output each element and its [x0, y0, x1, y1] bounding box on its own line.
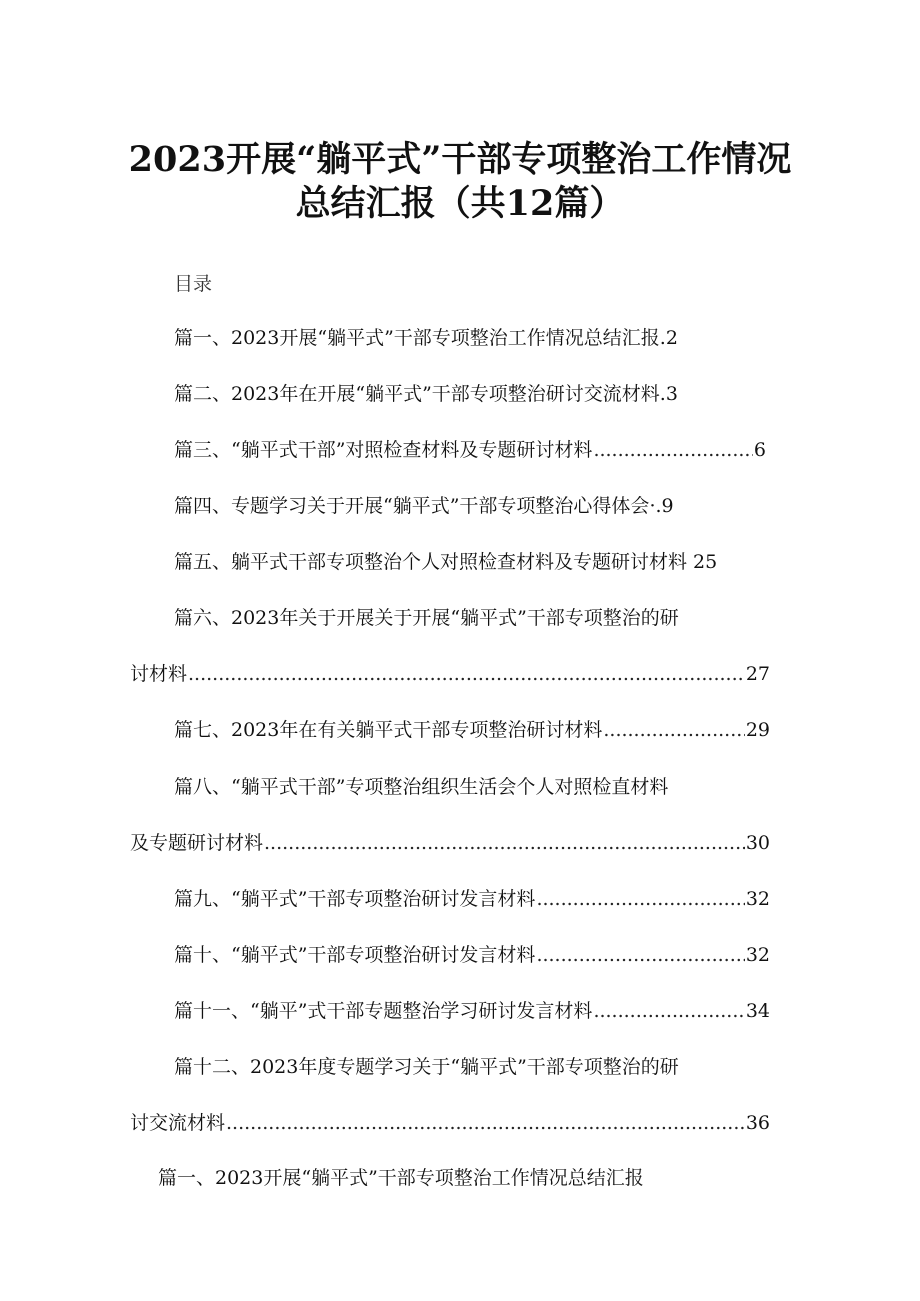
toc-leader-dots: [536, 941, 744, 969]
toc-leader-dots: [264, 829, 745, 857]
toc-entry-page: 32: [745, 888, 770, 910]
toc-leader-dots: [188, 660, 745, 688]
toc-entry-title: 讨交流材料: [130, 1112, 226, 1134]
toc-entry-4[interactable]: [174, 492, 674, 520]
toc-heading: 目录: [174, 273, 213, 295]
document-title-line-2: 总结汇报（共12篇）: [295, 183, 625, 224]
toc-entry-10[interactable]: [174, 941, 770, 969]
toc-entry-8-continuation[interactable]: [130, 829, 770, 857]
toc-entry-page: .3: [659, 383, 678, 405]
toc-entry-title: 及专题研讨材料: [130, 832, 264, 854]
toc-entry-6[interactable]: 篇六、2023年关于开展关于开展“躺平式”干部专项整治的研: [174, 607, 679, 629]
toc-leader-dots: [226, 1109, 745, 1137]
toc-entry-11[interactable]: [174, 997, 770, 1025]
toc-entry-title: 篇三、“躺平式干部”对照检查材料及专题研讨材料: [174, 439, 593, 461]
toc-entry-12-continuation[interactable]: [130, 1109, 770, 1137]
toc-entry-title: 篇二、2023年在开展“躺平式”干部专项整治研讨交流材料: [174, 383, 660, 405]
toc-entry-1[interactable]: [174, 324, 678, 352]
toc-entry-7[interactable]: [174, 716, 770, 744]
toc-entry-6-continuation[interactable]: [130, 660, 770, 688]
toc-entry-title: 篇七、2023年在有关躺平式干部专项整治研讨材料: [174, 719, 603, 741]
toc-entry-page: 27: [745, 663, 770, 685]
toc-entry-3[interactable]: [174, 436, 766, 464]
toc-leader-dots: [593, 997, 744, 1025]
toc-entry-page: 30: [745, 832, 770, 854]
toc-entry-page: 34: [745, 1000, 770, 1022]
toc-entry-page: 25: [693, 551, 718, 573]
toc-entry-title: 篇十一、“躺平”式干部专题整治学习研讨发言材料: [174, 1000, 593, 1022]
document-title-line-1: 2023开展“躺平式”干部专项整治工作情况: [128, 139, 792, 180]
toc-leader-dots: [593, 436, 752, 464]
toc-entry-page: .2: [659, 327, 678, 349]
toc-entry-8[interactable]: 篇八、“躺平式干部”专项整治组织生活会个人对照检直材料: [174, 776, 669, 798]
toc-entry-page: ·.9: [649, 495, 674, 517]
toc-entry-12[interactable]: 篇十二、2023年度专题学习关于“躺平式”干部专项整治的研: [174, 1056, 679, 1078]
toc-leader-dots: [536, 885, 744, 913]
toc-leader-dots: [603, 716, 744, 744]
toc-entry-5[interactable]: [174, 548, 717, 576]
toc-entry-page: 32: [745, 944, 770, 966]
toc-entry-title: 篇五、躺平式干部专项整治个人对照检查材料及专题研讨材料: [174, 551, 688, 573]
toc-entry-page: 6: [753, 439, 766, 461]
toc-entry-page: 36: [745, 1112, 770, 1134]
toc-entry-title: 篇十、“躺平式”干部专项整治研讨发言材料: [174, 944, 536, 966]
toc-entry-title: 讨材料: [130, 663, 188, 685]
toc-entry-title: 篇四、专题学习关于开展“躺平式”干部专项整治心得体会: [174, 495, 650, 517]
toc-entry-title: 篇一、2023开展“躺平式”干部专项整治工作情况总结汇报: [174, 327, 660, 349]
toc-entry-2[interactable]: [174, 380, 678, 408]
toc-entry-9[interactable]: [174, 885, 770, 913]
toc-entry-page: 29: [745, 719, 770, 741]
toc-entry-title: 篇九、“躺平式”干部专项整治研讨发言材料: [174, 888, 536, 910]
section-heading: 篇一、2023开展“躺平式”干部专项整治工作情况总结汇报: [158, 1167, 644, 1189]
